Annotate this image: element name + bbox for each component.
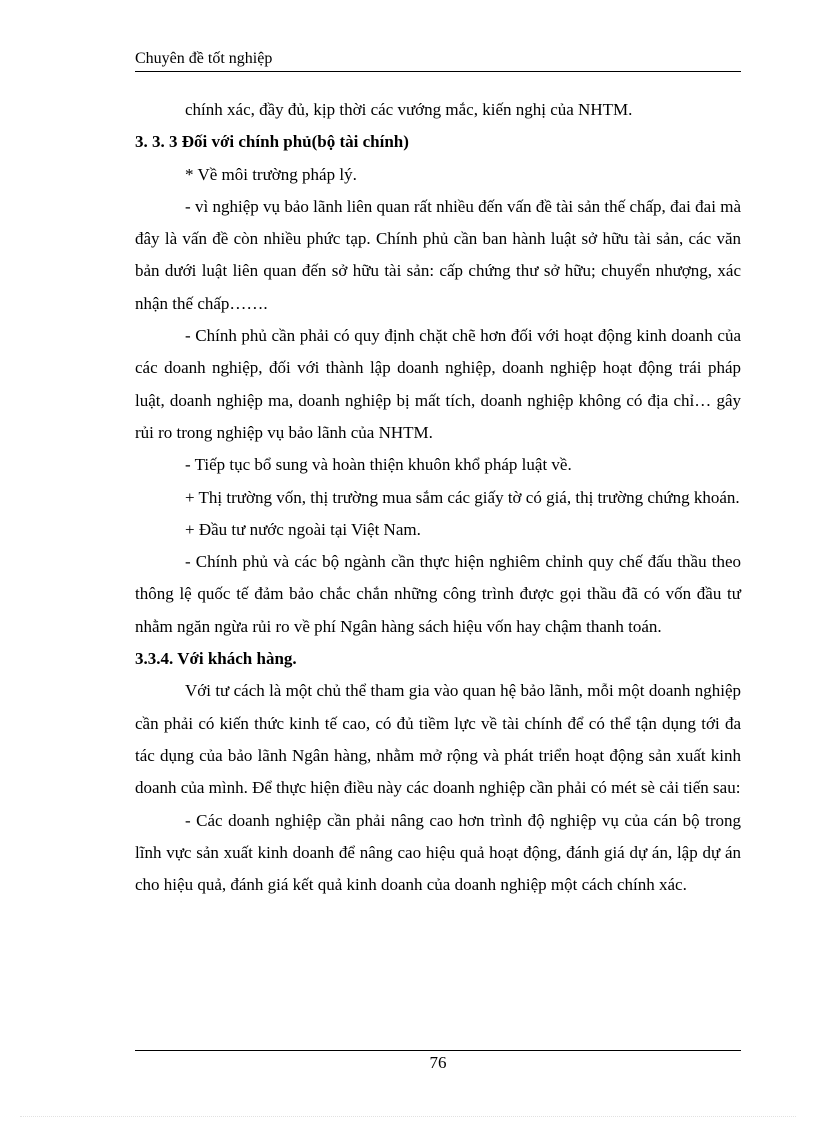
paragraph: - Chính phủ cần phải có quy định chặt chẽ hơn đối với hoạt động kinh doanh của các doanh nghiệp, đối với thành lập doanh nghiệp, doanh nghiệp hoạt động trái pháp luật, doanh nghiệp ma, doanh nghiệp bị mất tích, doanh nghiệp không có địa chỉ… gây rủi ro trong nghiệp vụ bảo lãnh của NHTM.	[135, 326, 741, 442]
document-body	[135, 94, 741, 901]
section-heading: 3. 3. 3 Đối với chính phủ(bộ tài chính)	[135, 132, 409, 152]
paragraph: - Tiếp tục bổ sung và hoàn thiện khuôn khổ pháp luật về.	[185, 455, 572, 475]
paragraph: - Các doanh nghiệp cần phải nâng cao hơn trình độ nghiệp vụ của cán bộ trong lĩnh vực sản xuất kinh doanh để nâng cao hiệu quả hoạt động, đánh giá dự án, lập dự án cho hiệu quả, đánh giá kết quả kinh doanh của doanh nghiệp một cách chính xác.	[135, 810, 741, 895]
page-number: 76	[429, 1053, 447, 1072]
page-header: Chuyên đề tốt nghiệp	[135, 50, 273, 67]
paragraph: + Đầu tư nước ngoài tại Việt Nam.	[185, 519, 421, 539]
paragraph: - vì nghiệp vụ bảo lãnh liên quan rất nhiều đến vấn đề tài sản thế chấp, đai đai mà đây là vấn đề còn nhiều phức tạp. Chính phủ cần ban hành luật sở hữu tài sản, các văn bản dưới luật liên quan đến sở hữu tài sản: cấp chứng thư sở hữu; chuyển nhượng, xác nhận thế chấp…….	[135, 196, 741, 313]
section-heading: 3.3.4. Với khách hàng.	[135, 649, 297, 669]
paragraph: Với tư cách là một chủ thể tham gia vào quan hệ bảo lãnh, mỗi một doanh nghiệp cần phải có kiến thức kinh tế cao, có đủ tiềm lực về tài chính để có thể tận dụng tới đa tác dụng của bảo lãnh Ngân hàng, nhằm mở rộng và phát triển hoạt động sản xuất kinh doanh của mình. Để thực hiện điều này các doanh nghiệp cần phải có mét sè cải tiến sau:	[135, 681, 741, 798]
page-edge-dotted-line	[20, 1116, 796, 1117]
header-divider	[135, 71, 741, 72]
paragraph: + Thị trường vốn, thị trường mua sắm các giấy tờ có giá, thị trường chứng khoán.	[185, 487, 740, 507]
paragraph: chính xác, đầy đủ, kịp thời các vướng mắc, kiến nghị của NHTM.	[185, 100, 633, 119]
footer-divider	[135, 1050, 741, 1051]
paragraph: * Về môi trường pháp lý.	[185, 164, 357, 184]
paragraph: - Chính phủ và các bộ ngành cần thực hiện nghiêm chỉnh quy chế đấu thầu theo thông lệ quốc tế đảm bảo chắc chắn những công trình được gọi thầu đã có vốn đầu tư nhằm ngăn ngừa rủi ro về phí Ngân hàng sách hiệu vốn hay chậm thanh toán.	[135, 552, 741, 636]
